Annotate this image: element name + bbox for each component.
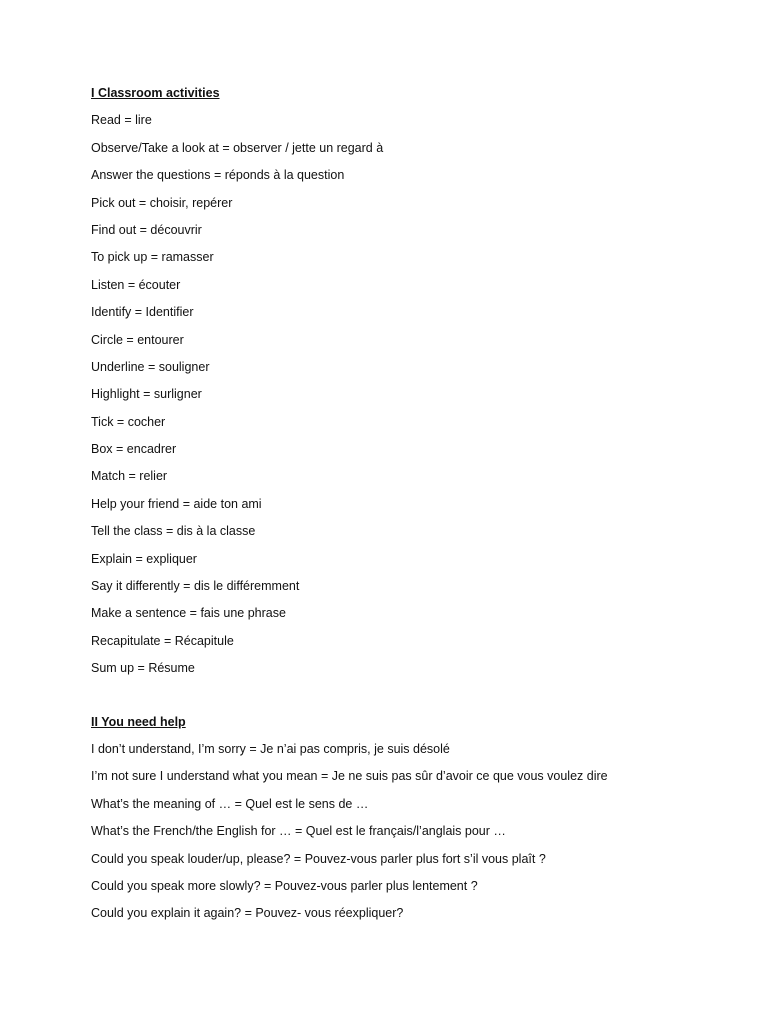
section-you-need-help [91,713,731,924]
vocab-line: Circle = entourer [91,332,184,347]
phrase-line: I don’t understand, I’m sorry = Je n’ai pas compris, je suis désolé [91,741,450,756]
vocab-line: Tick = cocher [91,414,166,429]
vocab-line: Read = lire [91,113,152,128]
vocab-line: Explain = expliquer [91,551,197,566]
phrase-line: What’s the French/the English for … = Quel est le français/l’anglais pour … [91,824,506,839]
vocab-line: Make a sentence = fais une phrase [91,606,286,621]
vocab-line: Underline = souligner [91,359,210,374]
vocab-line: Answer the questions = réponds à la question [91,168,345,183]
section-title: II You need help [91,714,186,729]
vocab-line: Sum up = Résume [91,661,195,676]
vocab-line: Box = encadrer [91,442,177,457]
phrase-line: What’s the meaning of … = Quel est le sens de … [91,796,369,811]
phrase-line: Could you explain it again? = Pouvez- vous réexpliquer? [91,906,404,921]
vocab-line: Tell the class = dis à la classe [91,524,256,539]
vocab-line: Highlight = surligner [91,387,202,402]
section-title: I Classroom activities [91,86,220,100]
section-spacer [91,687,731,713]
vocab-line: To pick up = ramasser [91,250,214,265]
phrase-line: Could you speak louder/up, please? = Pouvez-vous parler plus fort s’il vous plaît ? [91,851,546,866]
vocab-line: Observe/Take a look at = observer / jette un regard à [91,140,384,155]
vocab-line: Match = relier [91,469,168,484]
vocab-line: Identify = Identifier [91,305,194,320]
document-page [91,84,731,932]
phrase-line: Could you speak more slowly? = Pouvez-vous parler plus lentement ? [91,878,478,893]
vocab-line: Find out = découvrir [91,222,202,237]
vocab-line: Pick out = choisir, repérer [91,195,233,210]
vocab-line: Say it differently = dis le différemment [91,579,300,594]
vocab-line: Help your friend = aide ton ami [91,496,262,511]
vocab-line: Recapitulate = Récapitule [91,633,234,648]
vocab-line: Listen = écouter [91,277,181,292]
phrase-line: I’m not sure I understand what you mean = Je ne suis pas sûr d’avoir ce que vous voulez dire [91,769,608,784]
section-classroom-activities [91,84,731,678]
